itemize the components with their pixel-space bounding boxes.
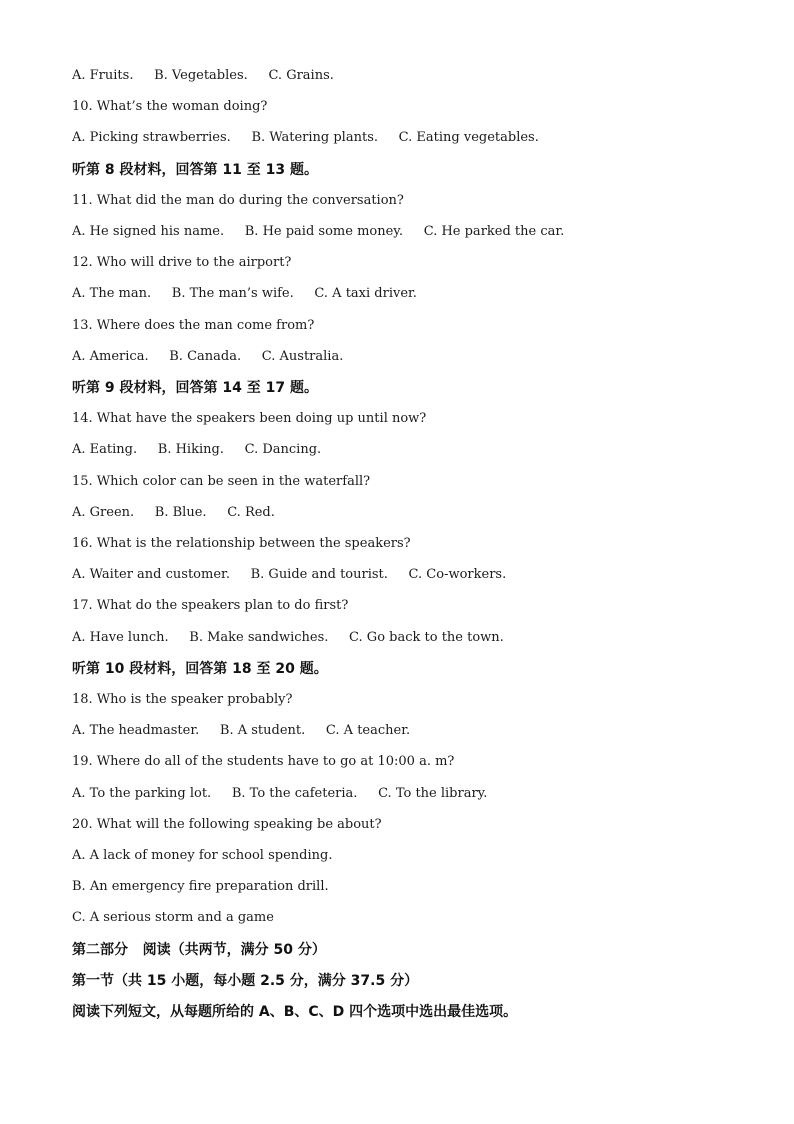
section-heading: 听第 8 段材料，回答第 11 至 13 题。 [72,161,318,178]
question-line: 17. What do the speakers plan to do first? [72,598,349,614]
section-heading: 第一节（共 15 小题，每小题 2.5 分，满分 37.5 分） [72,972,419,989]
question-line: A. Green. B. Blue. C. Red. [72,504,275,520]
question-line: 13. Where does the man come from? [72,317,315,333]
question-line: 19. Where do all of the students have to go at 10:00 a. m? [72,754,455,770]
question-line: 15. Which color can be seen in the waterfall? [72,473,371,489]
question-line: A. The man. B. The man’s wife. C. A taxi driver. [72,286,417,302]
question-line: 18. Who is the speaker probably? [72,692,293,707]
question-line: A. Waiter and customer. B. Guide and tourist. C. Co-workers. [72,567,507,583]
question-line: A. Picking strawberries. B. Watering plants. C. Eating vegetables. [72,130,539,146]
question-line: A. Have lunch. B. Make sandwiches. C. Go back to the town. [72,629,504,645]
question-line: A. The headmaster. B. A student. C. A teacher. [72,723,411,739]
section-heading: 第二部分 阅读（共两节，满分 50 分） [72,941,326,958]
question-line: 14. What have the speakers been doing up until now? [72,411,427,427]
question-line: B. An emergency fire preparation drill. [72,879,329,895]
question-line: A. To the parking lot. B. To the cafeteria. C. To the library. [72,785,488,801]
question-line: A. America. B. Canada. C. Australia. [72,348,344,364]
section-heading: 听第 9 段材料，回答第 14 至 17 题。 [72,380,318,396]
question-line: 20. What will the following speaking be about? [72,816,382,832]
question-line: 11. What did the man do during the conversation? [72,192,404,208]
section-heading: 阅读下列短文，从每题所给的 A、B、C、D 四个选项中选出最佳选项。 [72,1004,518,1020]
question-line: A. A lack of money for school spending. [72,848,333,863]
question-line: A. Fruits. B. Vegetables. C. Grains. [72,68,334,83]
question-line: 12. Who will drive to the airport? [72,255,292,271]
question-line: 10. What’s the woman doing? [72,99,268,115]
question-line: A. He signed his name. B. He paid some money. C. He parked the car. [72,224,565,239]
section-heading: 听第 10 段材料，回答第 18 至 20 题。 [72,660,328,677]
question-line: C. A serious storm and a game [72,910,274,926]
question-line: A. Eating. B. Hiking. C. Dancing. [72,442,322,458]
question-line: 16. What is the relationship between the speakers? [72,536,411,551]
